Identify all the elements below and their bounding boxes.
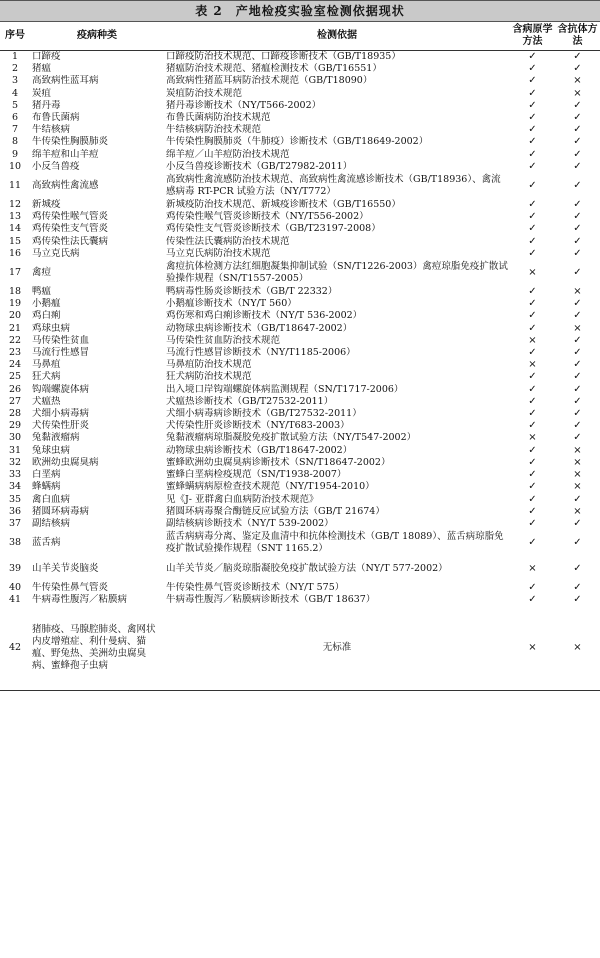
row-antibody-mark: ✓ [573, 347, 582, 359]
table-row [0, 359, 600, 371]
row-antibody-mark: ✓ [573, 371, 582, 383]
row-pathogen-mark: ✓ [528, 517, 537, 529]
table-row [0, 323, 600, 335]
row-basis: 猪圆环病毒聚合酶链反应试验方法（GB/T 21674） [166, 505, 385, 517]
row-antibody-mark: ✓ [573, 51, 582, 62]
row-basis: 高致病性禽流感防治技术规范、高致病性禽流感诊断技术（GB/T18936）、禽流感病毒 RT-PCR 试验方法（NY/T772） [166, 173, 501, 198]
table-row [0, 310, 600, 322]
row-basis: 布鲁氏菌病防治技术规范 [166, 112, 271, 124]
row-index: 40 [8, 582, 22, 594]
row-antibody-mark: ✓ [573, 148, 582, 160]
row-pathogen-mark: ✓ [528, 247, 537, 259]
row-index: 16 [8, 247, 22, 259]
row-index: 31 [8, 444, 22, 456]
row-basis: 高致病性猪蓝耳病防治技术规范（GB/T18090） [166, 75, 373, 87]
row-antibody-mark: ✓ [573, 112, 582, 124]
row-disease: 马鼻疽 [32, 359, 61, 371]
table-row [0, 136, 600, 148]
row-pathogen-mark: ✓ [528, 594, 537, 606]
row-antibody-mark: × [573, 505, 582, 517]
row-disease: 布鲁氏菌病 [32, 112, 80, 124]
row-disease: 高致病性蓝耳病 [32, 75, 99, 87]
row-index: 15 [8, 235, 22, 247]
row-disease: 犬细小病毒病 [32, 408, 90, 420]
row-index: 33 [8, 469, 22, 481]
row-index: 26 [8, 383, 22, 395]
row-antibody-mark: ✓ [573, 408, 582, 420]
row-disease: 犬瘟热 [32, 395, 61, 407]
row-index: 8 [11, 136, 19, 148]
row-disease: 蓝舌病 [32, 537, 61, 548]
row-pathogen-mark: ✓ [528, 75, 537, 87]
row-index: 4 [11, 87, 19, 99]
row-index: 34 [8, 481, 22, 493]
row-pathogen-mark: ✓ [528, 408, 537, 420]
row-antibody-mark: ✓ [573, 266, 582, 278]
row-pathogen-mark: ✓ [528, 383, 537, 395]
row-basis: 马流行性感冒诊断技术（NY/T1185-2006） [166, 347, 356, 359]
row-basis: 山羊关节炎／脑炎琼脂凝胶免疫扩散试验方法（NY/T 577-2002） [166, 563, 448, 574]
row-index: 20 [8, 310, 22, 322]
table-row [0, 286, 600, 298]
row-basis: 猪丹毒诊断技术（NY/T566-2002） [166, 99, 322, 111]
row-disease: 钩端螺旋体病 [32, 383, 90, 395]
row-index: 28 [8, 408, 22, 420]
table-row [0, 556, 600, 582]
row-antibody-mark: ✓ [573, 124, 582, 136]
table-row [0, 51, 600, 64]
row-antibody-mark: ✓ [573, 211, 582, 223]
row-index: 11 [8, 179, 22, 191]
row-index: 25 [8, 371, 22, 383]
row-basis: 马鼻疽防治技术规范 [166, 359, 252, 371]
row-index: 12 [8, 199, 22, 211]
row-index: 27 [8, 395, 22, 407]
row-basis: 蜜蜂螨病病原检查技术规范（NY/T1954-2010） [166, 481, 375, 493]
row-basis: 蓝舌病病毒分离、鉴定及血清中和抗体检测技术（GB/T 18089）、蓝舌病琼脂免疫扩散试验操作规程（SNT 1165.2） [166, 530, 504, 555]
row-disease: 禽痘 [32, 266, 52, 278]
row-index: 32 [8, 456, 22, 468]
table-row [0, 335, 600, 347]
row-antibody-mark: ✓ [573, 247, 582, 259]
row-antibody-mark: ✓ [573, 582, 582, 594]
row-index: 39 [8, 563, 22, 574]
row-disease: 马立克氏病 [32, 247, 80, 259]
row-disease: 狂犬病 [32, 371, 61, 383]
table-row [0, 432, 600, 444]
row-antibody-mark: ✓ [573, 383, 582, 395]
table-row [0, 396, 600, 408]
row-disease: 猪瘟 [32, 63, 52, 75]
row-pathogen-mark: ✓ [528, 347, 537, 359]
row-basis: 犬传染性肝炎诊断技术（NY/T683-2003） [166, 420, 350, 432]
row-pathogen-mark: × [528, 432, 537, 444]
table-row [0, 161, 600, 173]
table-row [0, 530, 600, 556]
row-basis: 鸡伤寒和鸡白痢诊断技术（NY/T 536-2002） [166, 310, 363, 322]
row-disease: 猪丹毒 [32, 99, 61, 111]
row-pathogen-mark: ✓ [528, 298, 537, 310]
row-antibody-mark: ✓ [573, 63, 582, 75]
row-pathogen-mark: ✓ [528, 160, 537, 172]
table-title: 表 2 产地检疫实验室检测依据现状 [0, 0, 600, 22]
row-disease: 鸡球虫病 [32, 322, 71, 334]
row-disease: 欧洲幼虫腐臭病 [32, 456, 99, 468]
table-row [0, 445, 600, 457]
row-index: 2 [11, 63, 19, 75]
table-row [0, 100, 600, 112]
header-antibody-method: 含抗体方法 [555, 22, 600, 51]
table-row [0, 408, 600, 420]
row-antibody-mark: × [573, 322, 582, 334]
row-index: 17 [8, 266, 22, 278]
row-antibody-mark: × [573, 469, 582, 481]
row-disease: 马流行性感冒 [32, 347, 90, 359]
row-index: 6 [11, 112, 19, 124]
header-disease: 疫病种类 [30, 22, 164, 51]
table-row [0, 211, 600, 223]
row-index: 36 [8, 505, 22, 517]
row-antibody-mark: ✓ [573, 235, 582, 247]
row-index: 14 [8, 223, 22, 235]
row-basis: 狂犬病防治技术规范 [166, 371, 252, 383]
row-disease: 鸡传染性法氏囊病 [32, 235, 109, 247]
row-basis: 蜜蜂欧洲幼虫腐臭病诊断技术（SN/T18647-2002） [166, 456, 391, 468]
row-antibody-mark: ✓ [573, 99, 582, 111]
table-row [0, 506, 600, 518]
detection-basis-table [0, 22, 600, 691]
row-pathogen-mark: ✓ [528, 223, 537, 235]
row-pathogen-mark: ✓ [528, 444, 537, 456]
row-basis: 蜜蜂白垩病检疫规范（SN/T1938-2007） [166, 469, 347, 481]
row-disease: 犬传染性肝炎 [32, 420, 90, 432]
row-disease: 口蹄疫 [32, 51, 61, 62]
row-pathogen-mark: ✓ [528, 286, 537, 298]
row-disease: 白垩病 [32, 469, 61, 481]
row-basis: 禽痘抗体检测方法红细胞凝集抑制试验（SN/T1226-2003）禽痘琼脂免疫扩散试验操作规程（SN/T1557-2005） [166, 260, 508, 285]
row-basis: 牛传染性鼻气管炎诊断技术（NY/T 575） [166, 582, 345, 594]
row-disease: 炭疽 [32, 87, 52, 99]
row-basis: 牛传染性胸膜肺炎（牛肺疫）诊断技术（GB/T18649-2002） [166, 136, 429, 148]
row-index: 37 [8, 517, 22, 529]
row-basis: 动物球虫病诊断技术（GB/T18647-2002） [166, 444, 353, 456]
row-antibody-mark: ✓ [573, 310, 582, 322]
row-pathogen-mark: ✓ [528, 148, 537, 160]
row-antibody-mark: × [573, 481, 582, 493]
row-disease: 小反刍兽疫 [32, 160, 80, 172]
row-disease: 新城疫 [32, 199, 61, 211]
table-row [0, 223, 600, 235]
row-basis: 牛结核病防治技术规范 [166, 124, 262, 136]
row-index: 42 [0, 607, 30, 691]
row-index: 13 [8, 211, 22, 223]
table-header-row [0, 22, 600, 51]
table-row [0, 371, 600, 383]
row-pathogen-mark: ✓ [528, 99, 537, 111]
row-antibody-mark: ✓ [573, 420, 582, 432]
row-basis: 犬细小病毒病诊断技术（GB/T27532-2011） [166, 408, 362, 420]
row-basis: 兔黏液瘤病琼脂凝胶免疫扩散试验方法（NY/T547-2002） [166, 432, 417, 444]
row-pathogen-mark: ✓ [528, 235, 537, 247]
row-index: 9 [11, 148, 19, 160]
row-disease: 牛结核病 [32, 124, 71, 136]
row-antibody-mark: × [573, 87, 582, 99]
table-row [0, 457, 600, 469]
row-index: 24 [8, 359, 22, 371]
row-index: 7 [11, 124, 19, 136]
table-row [0, 518, 600, 530]
row-disease: 绵羊痘和山羊痘 [32, 148, 99, 160]
row-disease: 禽白血病 [32, 493, 71, 505]
row-antibody-mark: ✓ [573, 594, 582, 606]
table-row [0, 298, 600, 310]
table-row [0, 173, 600, 199]
row-basis: 猪瘟防治技术规范、猪瘟检测技术（GB/T16551） [166, 63, 382, 75]
row-disease: 马传染性贫血 [32, 334, 90, 346]
row-basis: 鸡传染性喉气管炎诊断技术（NY/T556-2002） [166, 211, 369, 223]
row-pathogen-mark: ✓ [528, 179, 537, 191]
row-basis: 见《J- 亚群禽白血病防治技术规范》 [166, 493, 319, 505]
row-pathogen-mark: ✓ [528, 469, 537, 481]
table-row [0, 236, 600, 248]
row-disease: 牛传染性鼻气管炎 [32, 582, 109, 594]
row-antibody-mark: × [555, 607, 600, 691]
row-basis: 出入境口岸钩端螺旋体病监测规程（SN/T1717-2006） [166, 383, 404, 395]
row-antibody-mark: ✓ [573, 223, 582, 235]
row-basis: 犬瘟热诊断技术（GB/T27532-2011） [166, 395, 334, 407]
row-pathogen-mark: ✓ [528, 199, 537, 211]
table-row [0, 469, 600, 481]
row-index: 5 [11, 99, 19, 111]
row-pathogen-mark: ✓ [528, 493, 537, 505]
row-pathogen-mark: ✓ [528, 322, 537, 334]
row-pathogen-mark: ✓ [528, 395, 537, 407]
row-index: 35 [8, 493, 22, 505]
table-body [0, 51, 600, 691]
row-basis: 副结核病诊断技术（NY/T 539-2002） [166, 517, 334, 529]
table-row [0, 607, 600, 691]
row-basis: 小鹅瘟诊断技术（NY/T 560） [166, 298, 297, 310]
header-index: 序号 [0, 22, 30, 51]
row-pathogen-mark: ✓ [528, 211, 537, 223]
row-disease: 猪肺疫、马腺腔肺炎、禽网状内皮增殖症、利什曼病、猫瘟、野兔热、美洲幼虫腐臭病、蜜蜂孢子虫病 [30, 607, 164, 691]
row-antibody-mark: ✓ [573, 537, 582, 548]
row-basis: 小反刍兽疫诊断技术（GB/T27982-2011） [166, 160, 353, 172]
row-antibody-mark: ✓ [573, 160, 582, 172]
row-antibody-mark: × [573, 444, 582, 456]
row-pathogen-mark: ✓ [528, 371, 537, 383]
row-pathogen-mark: ✓ [528, 537, 537, 548]
table-row [0, 594, 600, 606]
table-row [0, 63, 600, 75]
row-pathogen-mark: × [510, 607, 555, 691]
row-basis: 鸭病毒性肠炎诊断技术（GB/T 22332） [166, 286, 338, 298]
row-antibody-mark: ✓ [573, 563, 582, 574]
row-antibody-mark: ✓ [573, 493, 582, 505]
row-antibody-mark: ✓ [573, 298, 582, 310]
header-basis: 检测依据 [164, 22, 510, 51]
row-antibody-mark: ✓ [573, 199, 582, 211]
row-antibody-mark: ✓ [573, 395, 582, 407]
table-row [0, 260, 600, 286]
row-antibody-mark: ✓ [573, 432, 582, 444]
row-antibody-mark: × [573, 75, 582, 87]
row-antibody-mark: × [573, 286, 582, 298]
table-row [0, 112, 600, 124]
row-index: 18 [8, 286, 22, 298]
row-pathogen-mark: ✓ [528, 456, 537, 468]
row-index: 38 [8, 537, 22, 548]
row-antibody-mark: ✓ [573, 136, 582, 148]
row-disease: 山羊关节炎脑炎 [32, 563, 99, 574]
row-disease: 牛传染性胸膜肺炎 [32, 136, 109, 148]
table-row [0, 494, 600, 506]
row-index: 21 [8, 322, 22, 334]
row-index: 19 [8, 298, 22, 310]
table-row [0, 248, 600, 260]
row-antibody-mark: × [573, 456, 582, 468]
row-basis: 传染性法氏囊病防治技术规范 [166, 235, 290, 247]
table-row [0, 199, 600, 211]
row-index: 30 [8, 432, 22, 444]
row-antibody-mark: ✓ [573, 334, 582, 346]
row-pathogen-mark: × [528, 563, 537, 574]
row-basis: 新城疫防治技术规范、新城疫诊断技术（GB/T16550） [166, 199, 401, 211]
row-basis: 马传染性贫血防治技术规范 [166, 334, 281, 346]
row-index: 23 [8, 347, 22, 359]
table-row [0, 75, 600, 87]
row-disease: 兔球虫病 [32, 444, 71, 456]
table-row [0, 347, 600, 359]
table-row [0, 420, 600, 432]
row-antibody-mark: ✓ [573, 179, 582, 191]
row-basis: 马立克氏病防治技术规范 [166, 247, 271, 259]
row-basis: 鸡传染性支气管炎诊断技术（GB/T23197-2008） [166, 223, 381, 235]
row-index: 3 [11, 75, 19, 87]
row-index: 29 [8, 420, 22, 432]
row-pathogen-mark: ✓ [528, 505, 537, 517]
row-disease: 牛病毒性腹泻／粘膜病 [32, 594, 128, 606]
row-disease: 鸭瘟 [32, 286, 52, 298]
row-basis: 无标准 [164, 607, 510, 691]
table-row [0, 582, 600, 594]
row-index: 41 [8, 594, 22, 606]
table-row [0, 88, 600, 100]
row-disease: 蜂螨病 [32, 481, 61, 493]
row-pathogen-mark: ✓ [528, 481, 537, 493]
row-disease: 鸡传染性喉气管炎 [32, 211, 109, 223]
row-index: 1 [11, 51, 19, 62]
row-disease: 兔黏液瘤病 [32, 432, 80, 444]
row-pathogen-mark: × [528, 334, 537, 346]
row-pathogen-mark: ✓ [528, 124, 537, 136]
row-pathogen-mark: ✓ [528, 310, 537, 322]
row-pathogen-mark: ✓ [528, 582, 537, 594]
table-row [0, 384, 600, 396]
row-disease: 高致病性禽流感 [32, 179, 99, 191]
row-antibody-mark: ✓ [573, 359, 582, 371]
row-basis: 牛病毒性腹泻／粘膜病诊断技术（GB/T 18637） [166, 594, 376, 606]
row-disease: 鸡白痢 [32, 310, 61, 322]
row-index: 10 [8, 160, 22, 172]
row-basis: 动物球虫病诊断技术（GB/T18647-2002） [166, 322, 353, 334]
row-disease: 鸡传染性支气管炎 [32, 223, 109, 235]
row-disease: 小鹅瘟 [32, 298, 61, 310]
row-basis: 口蹄疫防治技术规范、口蹄疫诊断技术（GB/T18935） [166, 51, 401, 62]
table-row [0, 149, 600, 161]
row-basis: 炭疽防治技术规范 [166, 87, 243, 99]
row-basis: 绵羊痘／山羊痘防治技术规范 [166, 148, 290, 160]
row-disease: 猪圆环病毒病 [32, 505, 90, 517]
header-pathogen-method: 含病原学方法 [510, 22, 555, 51]
row-pathogen-mark: ✓ [528, 63, 537, 75]
row-pathogen-mark: ✓ [528, 112, 537, 124]
row-pathogen-mark: × [528, 359, 537, 371]
row-disease: 副结核病 [32, 517, 71, 529]
row-pathogen-mark: ✓ [528, 420, 537, 432]
table-row [0, 481, 600, 493]
row-index: 22 [8, 334, 22, 346]
row-antibody-mark: ✓ [573, 517, 582, 529]
row-pathogen-mark: ✓ [528, 136, 537, 148]
table-row [0, 124, 600, 136]
row-pathogen-mark: ✓ [528, 87, 537, 99]
row-pathogen-mark: × [528, 266, 537, 278]
row-pathogen-mark: ✓ [528, 51, 537, 62]
